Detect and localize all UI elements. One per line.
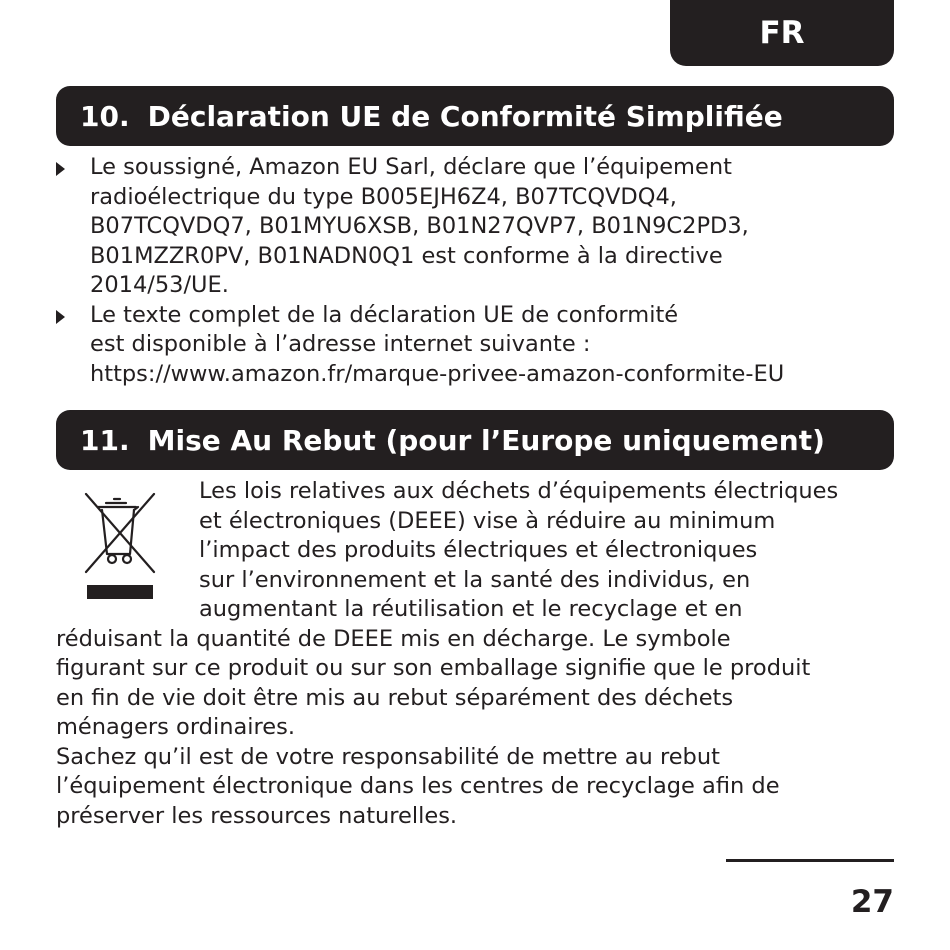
declaration-bullet-2 — [56, 301, 894, 390]
bullet-2-line: Le texte complet de la déclaration UE de conformité — [90, 301, 679, 328]
bullet-1-line: radioélectrique du type B005EJH6Z4, B07TCQVDQ4, — [90, 183, 677, 210]
page-number: 27 — [850, 884, 894, 920]
disposal-line-2: préserver les ressources naturelles. — [56, 802, 458, 829]
language-tab — [670, 0, 894, 66]
footer-rule — [726, 859, 894, 862]
disposal-line: augmentant la réutilisation et le recyclage et en — [199, 596, 743, 622]
disposal-line: en fin de vie doit être mis au rebut séparément des déchets — [56, 684, 734, 711]
declaration-bullet-list — [56, 153, 894, 389]
disposal-line: figurant sur ce produit ou sur son emballage signifie que le produit — [56, 655, 811, 681]
disposal-line: Les lois relatives aux déchets d’équipements électriques — [199, 478, 839, 504]
conformity-url[interactable]: https://www.amazon.fr/marque-privee-amazon-conformite-EU — [90, 360, 785, 387]
declaration-bullet-1 — [56, 153, 894, 301]
section-11-title: Mise Au Rebut (pour l’Europe uniquement) — [147, 423, 825, 457]
disposal-line: sur l’environnement et la santé des individus, en — [199, 566, 751, 593]
disposal-line: l’impact des produits électriques et électroniques — [199, 537, 758, 563]
bullet-arrow-icon — [56, 310, 65, 324]
disposal-line: ménagers ordinaires. — [56, 714, 295, 740]
section-11-number: 11. — [80, 423, 130, 457]
disposal-line: réduisant la quantité de DEEE mis en décharge. Le symbole — [56, 625, 731, 652]
section-11-header — [56, 410, 894, 470]
bullet-1-line: Le soussigné, Amazon EU Sarl, déclare que l’équipement — [90, 154, 732, 180]
bullet-2-line: est disponible à l’adresse internet suivante : — [90, 331, 591, 357]
disposal-line-2: l’équipement électronique dans les centres de recyclage afin de — [56, 773, 780, 799]
section-10-number: 10. — [80, 99, 130, 133]
section-10-header — [56, 86, 894, 146]
section-10-title: Déclaration UE de Conformité Simplifiée — [147, 99, 783, 133]
bullet-arrow-icon — [56, 162, 65, 176]
disposal-line-2: Sachez qu’il est de votre responsabilité de mettre au rebut — [56, 743, 720, 770]
bullet-1-line: B07TCQVDQ7, B01MYU6XSB, B01N27QVP7, B01N9C2PD3, — [90, 213, 749, 239]
disposal-line: et électroniques (DEEE) vise à réduire au minimum — [199, 507, 776, 534]
bullet-1-line: B01MZZR0PV, B01NADN0Q1 est conforme à la directive — [90, 242, 723, 269]
language-code: FR — [759, 15, 805, 51]
bullet-1-line: 2014/53/UE. — [90, 272, 229, 298]
disposal-text — [56, 477, 894, 831]
